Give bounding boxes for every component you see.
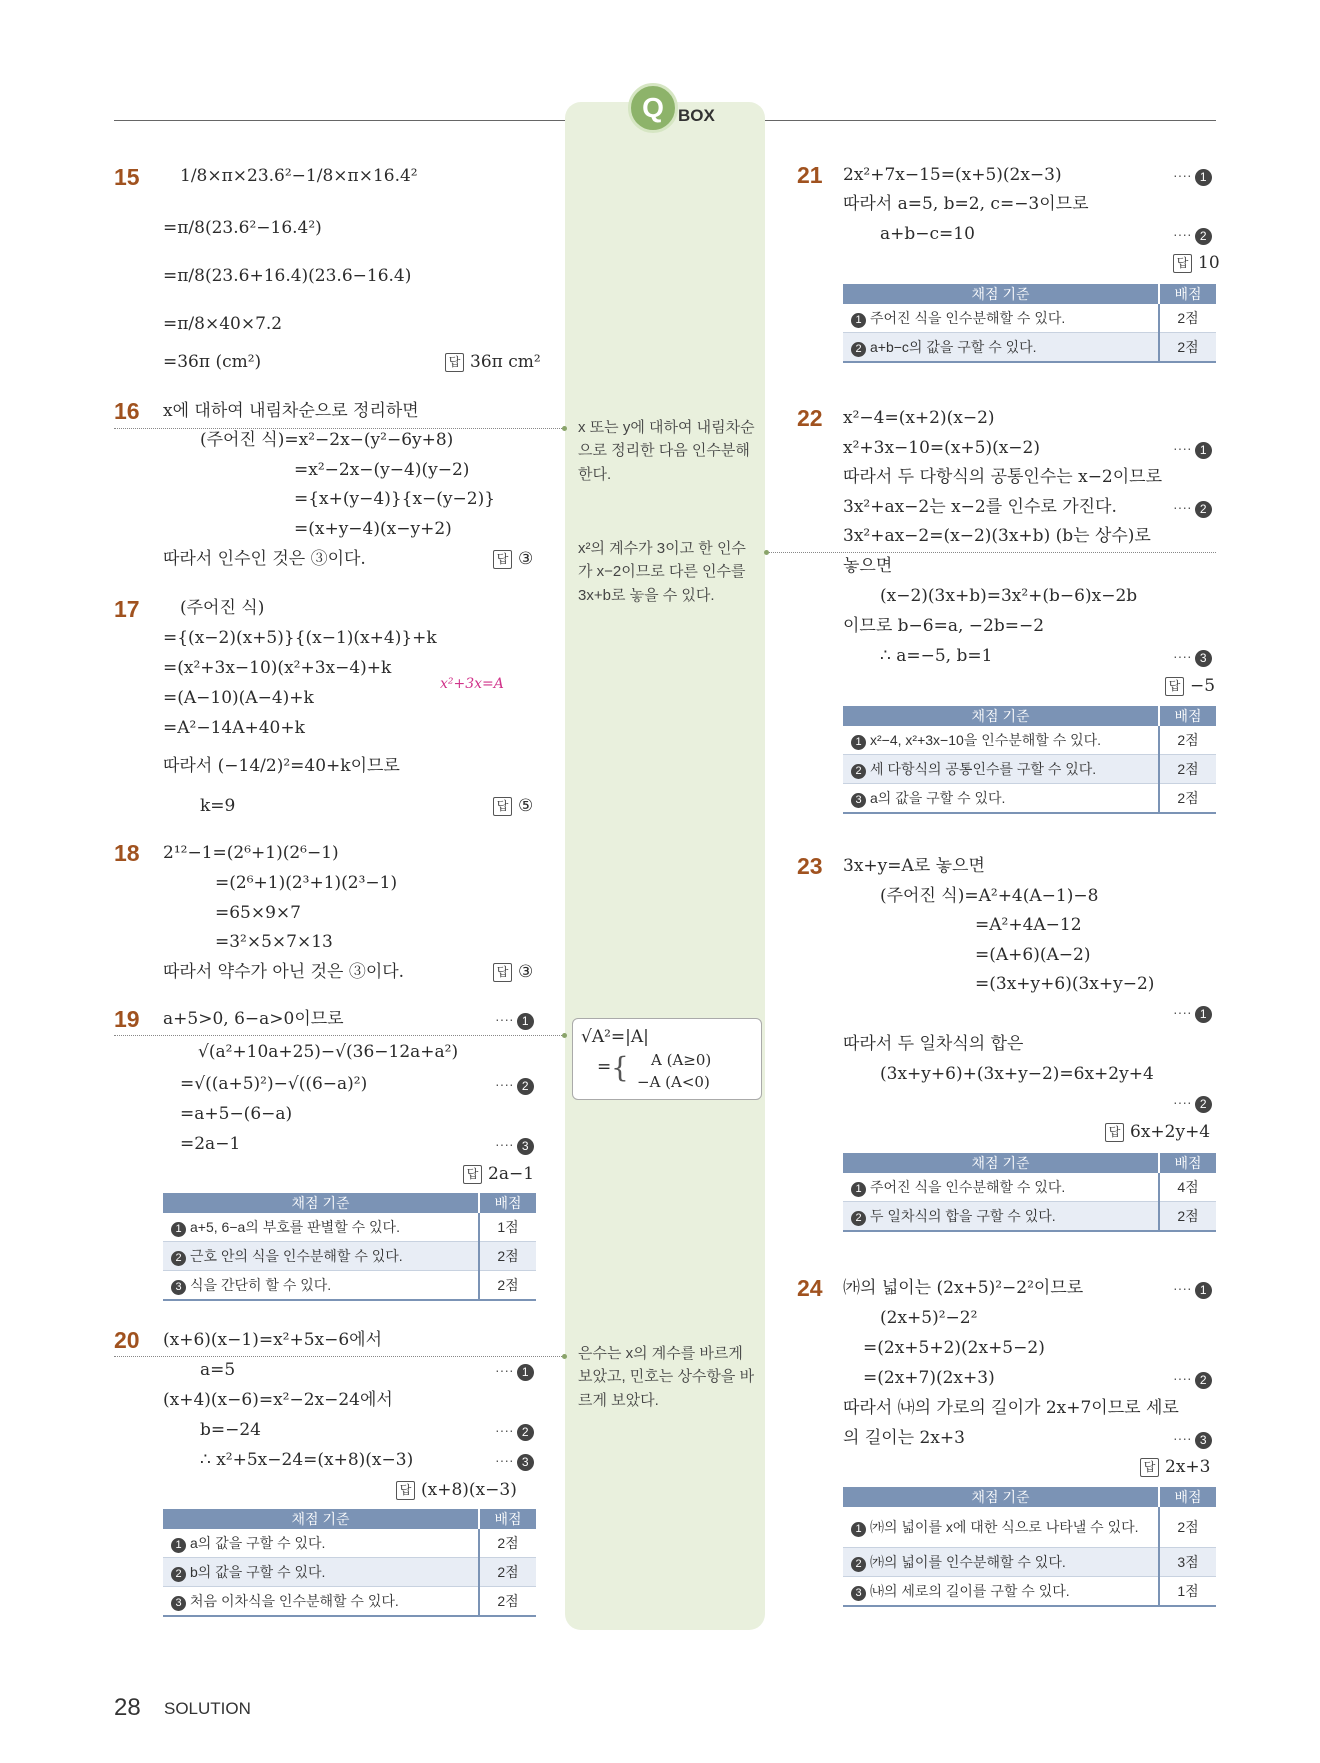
solution-line: =(x²+3x−10)(x²+3x−4)+k xyxy=(163,658,392,678)
qbox-note: 은수는 x의 계수를 바르게 보았고, 민호는 상수항을 바르게 보았다. xyxy=(578,1345,755,1409)
solution-line: (x−2)(3x+b)=3x²+(b−6)x−2b xyxy=(880,586,1138,606)
solution-line: (x+4)(x−6)=x²−2x−24에서 xyxy=(163,1390,393,1410)
formula-equals: = xyxy=(597,1057,612,1077)
solution-line: k=9 xyxy=(200,796,236,816)
grading-row: 2 a+b−c의 값을 구할 수 있다. 2점 xyxy=(843,333,1216,363)
note-connector-dot xyxy=(562,1354,567,1359)
grading-row: 1 ㈎의 넓이를 x에 대한 식으로 나타낼 수 있다. 2점 xyxy=(843,1507,1216,1548)
grading-header-criteria: 채점 기준 xyxy=(843,1487,1159,1507)
step-marker: ···· 3 xyxy=(1173,1430,1212,1449)
solution-line: ㈎의 넓이는 (2x+5)²−2²이므로 xyxy=(843,1278,1084,1298)
problem-number: 21 xyxy=(797,162,823,188)
solution-line: =x²−2x−(y−4)(y−2) xyxy=(294,460,470,480)
solution-line: (주어진 식)=x²−2x−(y²−6y+8) xyxy=(200,430,454,450)
problem-number: 24 xyxy=(797,1275,823,1301)
solution-line: =(2x+5+2)(2x+5−2) xyxy=(863,1338,1045,1358)
solution-line: =36π (cm²) xyxy=(163,352,262,372)
grading-header-points: 배점 xyxy=(479,1193,536,1213)
note-connector-dot xyxy=(562,1033,567,1038)
solution-line: (2x+5)²−2² xyxy=(880,1308,978,1328)
answer: 답 2a−1 xyxy=(463,1164,534,1184)
solution-line: 따라서 (−14/2)²=40+k이므로 xyxy=(163,756,400,776)
step-marker: ···· 1 xyxy=(1173,440,1212,459)
grading-header-points: 배점 xyxy=(479,1509,536,1529)
note-connector xyxy=(114,1356,564,1357)
answer: 답 6x+2y+4 xyxy=(1105,1122,1210,1142)
solution-line: 이므로 b−6=a, −2b=−2 xyxy=(843,616,1045,636)
grading-row: 2 두 일차식의 합을 구할 수 있다. 2점 xyxy=(843,1202,1216,1232)
problem-number: 20 xyxy=(114,1327,140,1353)
grading-table xyxy=(843,1487,1216,1607)
solution-line: 1/8×π×23.6²−1/8×π×16.4² xyxy=(180,166,418,186)
formula-brace: { xyxy=(611,1051,629,1084)
solution-line: ∴ a=−5, b=1 xyxy=(880,646,993,666)
problem-number: 22 xyxy=(797,405,823,431)
grading-table xyxy=(163,1509,536,1617)
qbox-formula xyxy=(572,1018,762,1100)
grading-row: 2 ㈎의 넓이를 인수분해할 수 있다. 3점 xyxy=(843,1548,1216,1577)
grading-header-points: 배점 xyxy=(1159,1153,1216,1173)
qbox-note: x 또는 y에 대하여 내림차순으로 정리한 다음 인수분해한다. xyxy=(578,419,755,483)
section-label: SOLUTION xyxy=(164,1699,251,1718)
solution-line: =π/8×40×7.2 xyxy=(163,314,283,334)
qbox-note: x²의 계수가 3이고 한 인수가 x−2이므로 다른 인수를 3x+b로 놓을 수 있다. xyxy=(578,540,746,604)
solution-line: 따라서 ㈏의 가로의 길이가 2x+7이므로 세로 xyxy=(843,1398,1179,1418)
grading-row: 1 a의 값을 구할 수 있다. 2점 xyxy=(163,1529,536,1558)
solution-line: =A²−14A+40+k xyxy=(163,718,305,738)
grading-table xyxy=(843,1153,1216,1232)
answer: 답 ③ xyxy=(493,962,533,982)
answer: 답 36π cm² xyxy=(445,352,541,372)
solution-line: =a+5−(6−a) xyxy=(180,1104,293,1124)
problem-number: 15 xyxy=(114,164,140,190)
formula-line: A (A≥0) xyxy=(651,1051,712,1069)
solution-line: =√((a+5)²)−√((6−a)²) xyxy=(180,1074,368,1094)
grading-row: 1 주어진 식을 인수분해할 수 있다. 4점 xyxy=(843,1173,1216,1202)
solution-line: 따라서 두 다항식의 공통인수는 x−2이므로 xyxy=(843,467,1163,487)
solution-line: 3x²+ax−2는 x−2를 인수로 가진다. xyxy=(843,497,1117,517)
grading-header-criteria: 채점 기준 xyxy=(843,1153,1159,1173)
answer: 답 −5 xyxy=(1165,676,1215,696)
solution-line: x²+3x−10=(x+5)(x−2) xyxy=(843,438,1040,458)
solution-line: (3x+y+6)+(3x+y−2)=6x+2y+4 xyxy=(880,1064,1154,1084)
qbox-label: BOX xyxy=(678,106,715,125)
grading-row: 1 a+5, 6−a의 부호를 판별할 수 있다. 1점 xyxy=(163,1213,536,1242)
formula-line: −A (A<0) xyxy=(637,1073,710,1091)
solution-line: 따라서 약수가 아닌 것은 ③이다. xyxy=(163,962,405,982)
solution-line: =A²+4A−12 xyxy=(975,915,1082,935)
solution-line: =(2⁶+1)(2³+1)(2³−1) xyxy=(215,873,398,893)
step-marker: ···· 3 xyxy=(1173,648,1212,667)
solution-line: b=−24 xyxy=(200,1420,262,1440)
note-connector xyxy=(114,1035,564,1036)
note-connector xyxy=(766,552,1216,553)
problem-number: 18 xyxy=(114,840,140,866)
solution-line: a+5>0, 6−a>0이므로 xyxy=(163,1009,344,1029)
problem-number: 16 xyxy=(114,398,140,424)
solution-line: x에 대하여 내림차순으로 정리하면 xyxy=(163,401,419,421)
note-connector xyxy=(114,428,564,429)
step-marker: ···· 2 xyxy=(1173,226,1212,245)
solution-line: ={x+(y−4)}{x−(y−2)} xyxy=(294,489,496,509)
note-connector-dot xyxy=(764,550,769,555)
solution-line: =(A+6)(A−2) xyxy=(975,945,1091,965)
step-marker: ···· 2 xyxy=(1173,1370,1212,1389)
qbox-badge: Q xyxy=(628,83,678,133)
solution-line: 따라서 a=5, b=2, c=−3이므로 xyxy=(843,194,1089,214)
answer: 답 ⑤ xyxy=(493,796,533,816)
grading-table xyxy=(843,284,1216,363)
solution-line: x²−4=(x+2)(x−2) xyxy=(843,408,995,428)
grading-row: 3 식을 간단히 할 수 있다. 2점 xyxy=(163,1271,536,1301)
problem-number: 23 xyxy=(797,853,823,879)
solution-line: 2x²+7x−15=(x+5)(2x−3) xyxy=(843,165,1062,185)
solution-line: =π/8(23.6²−16.4²) xyxy=(163,218,322,238)
step-marker: ···· 1 xyxy=(495,1362,534,1381)
step-marker: ···· 1 xyxy=(495,1011,534,1030)
step-marker: ···· 1 xyxy=(1173,167,1212,186)
solution-line: 3x²+ax−2=(x−2)(3x+b) (b는 상수)로 xyxy=(843,526,1151,546)
grading-row: 2 b의 값을 구할 수 있다. 2점 xyxy=(163,1558,536,1587)
page-number: 28 xyxy=(114,1694,141,1721)
solution-line: =(A−10)(A−4)+k xyxy=(163,688,314,708)
grading-header-points: 배점 xyxy=(1159,284,1216,304)
answer: 답 10 xyxy=(1173,253,1220,273)
grading-row: 3 처음 이차식을 인수분해할 수 있다. 2점 xyxy=(163,1587,536,1617)
step-marker: ···· 2 xyxy=(495,1422,534,1441)
solution-line: 의 길이는 2x+3 xyxy=(843,1428,965,1448)
solution-line: (x+6)(x−1)=x²+5x−6에서 xyxy=(163,1330,383,1350)
step-marker: ···· 2 xyxy=(1173,499,1212,518)
solution-line: 2¹²−1=(2⁶+1)(2⁶−1) xyxy=(163,843,339,863)
step-marker: ···· 2 xyxy=(1173,1094,1212,1113)
grading-row: 1 x²−4, x²+3x−10을 인수분해할 수 있다. 2점 xyxy=(843,726,1216,755)
solution-line: =65×9×7 xyxy=(215,903,301,923)
problem-number: 17 xyxy=(114,596,140,622)
step-marker: ···· 3 xyxy=(495,1452,534,1471)
solution-line: =(3x+y+6)(3x+y−2) xyxy=(975,974,1155,994)
solution-line: =2a−1 xyxy=(180,1134,241,1154)
step-marker: ···· 3 xyxy=(495,1136,534,1155)
solution-line: ∴ x²+5x−24=(x+8)(x−3) xyxy=(200,1450,414,1470)
solution-line: √(a²+10a+25)−√(36−12a+a²) xyxy=(198,1042,459,1062)
note-connector-dot xyxy=(562,426,567,431)
solution-line: 따라서 두 일차식의 합은 xyxy=(843,1034,1024,1054)
solution-line: a+b−c=10 xyxy=(880,224,975,244)
grading-header-criteria: 채점 기준 xyxy=(163,1509,479,1529)
solution-line: =(x+y−4)(x−y+2) xyxy=(294,519,452,539)
solution-line: a=5 xyxy=(200,1360,236,1380)
answer: 답 ③ xyxy=(493,549,533,569)
grading-row: 1 주어진 식을 인수분해할 수 있다. 2점 xyxy=(843,304,1216,333)
step-marker: ···· 1 xyxy=(1173,1004,1212,1023)
answer: 답 (x+8)(x−3) xyxy=(396,1480,517,1500)
grading-table xyxy=(843,706,1216,814)
problem-number: 19 xyxy=(114,1006,140,1032)
solution-line: 3x+y=A로 놓으면 xyxy=(843,856,985,876)
grading-header-criteria: 채점 기준 xyxy=(163,1193,479,1213)
solution-line: 따라서 인수인 것은 ③이다. xyxy=(163,549,366,569)
solution-line: (주어진 식)=A²+4(A−1)−8 xyxy=(880,886,1099,906)
step-marker: ···· 2 xyxy=(495,1076,534,1095)
substitution-note: x²+3x=A xyxy=(440,676,504,692)
solution-line: 놓으면 xyxy=(843,556,893,576)
grading-row: 2 근호 안의 식을 인수분해할 수 있다. 2점 xyxy=(163,1242,536,1271)
formula-line: √A²=|A| xyxy=(581,1027,649,1047)
grading-row: 3 ㈏의 세로의 길이를 구할 수 있다. 1점 xyxy=(843,1577,1216,1607)
solution-line: =3²×5×7×13 xyxy=(215,932,333,952)
grading-header-criteria: 채점 기준 xyxy=(843,706,1159,726)
solution-line: ={(x−2)(x+5)}{(x−1)(x+4)}+k xyxy=(163,628,437,648)
answer: 답 2x+3 xyxy=(1140,1457,1210,1477)
grading-header-criteria: 채점 기준 xyxy=(843,284,1159,304)
grading-header-points: 배점 xyxy=(1159,1487,1216,1507)
grading-row: 3 a의 값을 구할 수 있다. 2점 xyxy=(843,784,1216,814)
grading-header-points: 배점 xyxy=(1159,706,1216,726)
solution-line: =(2x+7)(2x+3) xyxy=(863,1368,995,1388)
grading-table xyxy=(163,1193,536,1301)
step-marker: ···· 1 xyxy=(1173,1280,1212,1299)
solution-line: (주어진 식) xyxy=(180,598,265,618)
solution-line: =π/8(23.6+16.4)(23.6−16.4) xyxy=(163,266,412,286)
grading-row: 2 세 다항식의 공통인수를 구할 수 있다. 2점 xyxy=(843,755,1216,784)
